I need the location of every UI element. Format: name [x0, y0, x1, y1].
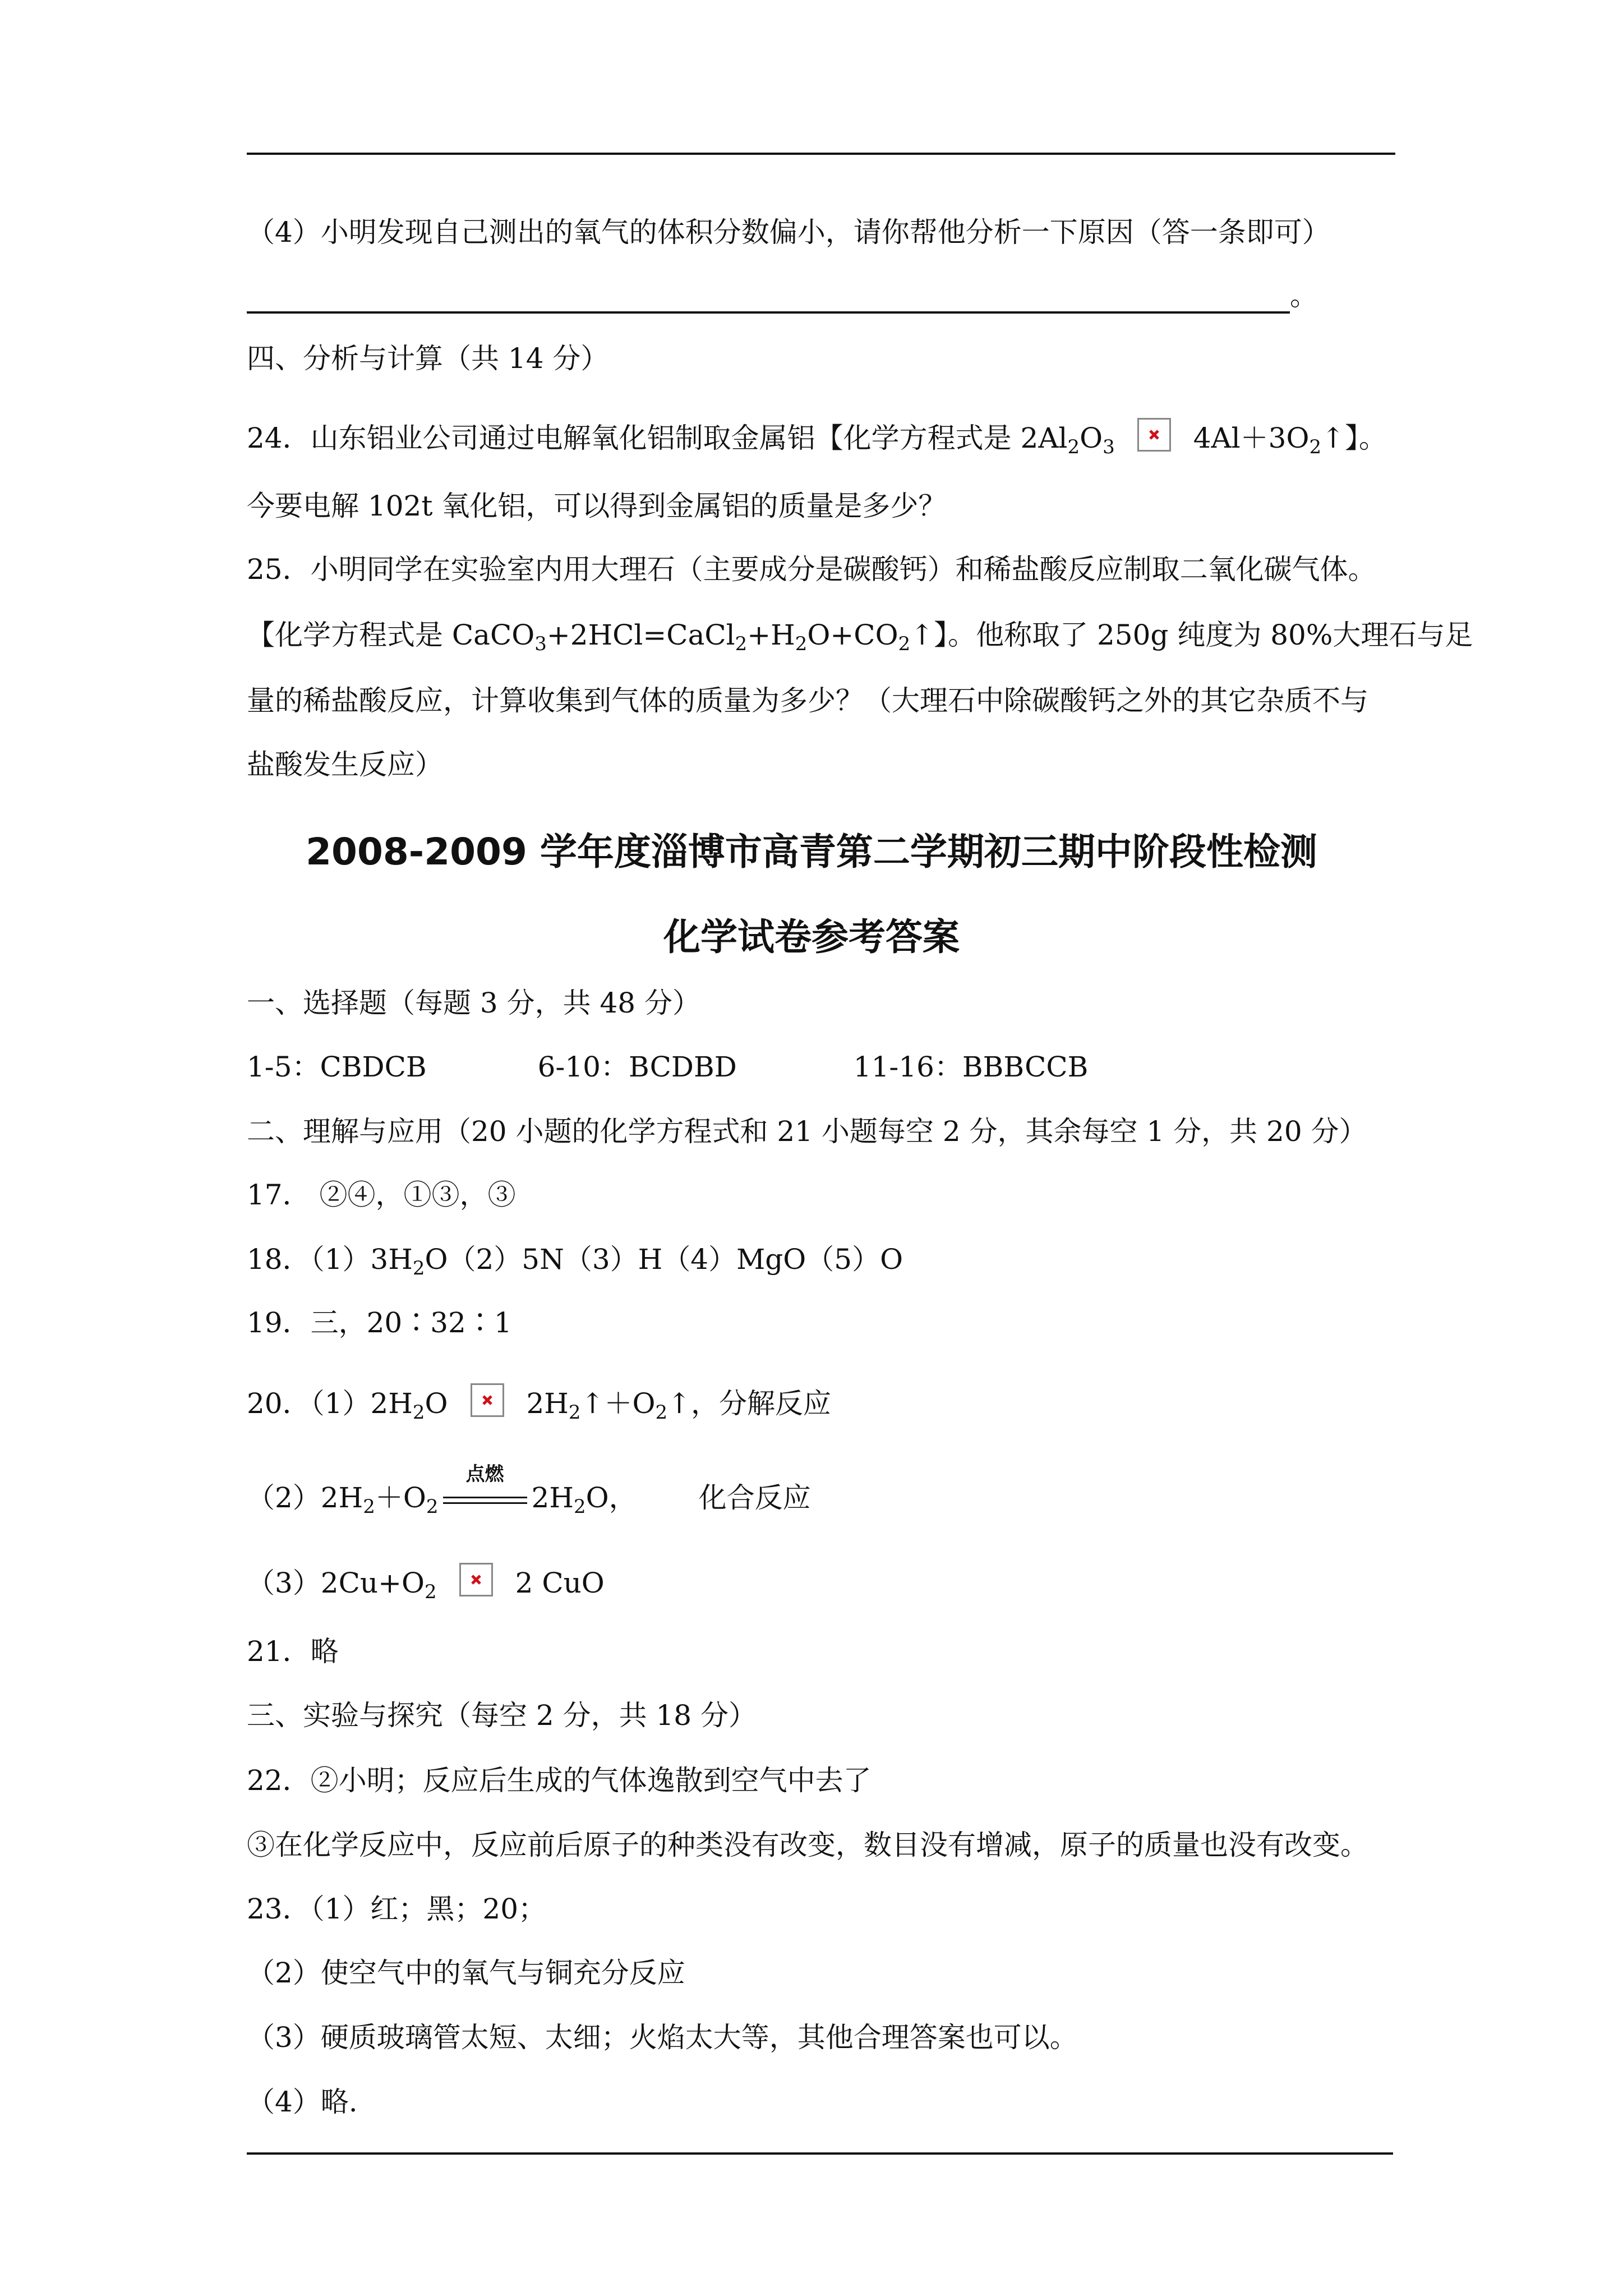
answer-23-2: （2）使空气中的氧气与铜充分反应: [247, 1957, 685, 1989]
question-25-line3: 量的稀盐酸反应，计算收集到气体的质量为多少？（大理石中除碳酸钙之外的其它杂质不与: [247, 684, 1368, 717]
answer-20-3: $(3)2Cu+O_2$ 2 CuO: [247, 1565, 605, 1602]
top-rule: [247, 153, 1395, 155]
answer-22-line2: ③在化学反应中，反应前后原子的种类没有改变，数目没有增减，原子的质量也没有改变。: [247, 1829, 1368, 1861]
answer-blank: [247, 288, 1290, 314]
question-25-line4: 盐酸发生反应）: [247, 748, 443, 781]
answer-18: 18．$(1)3H_2O(2)5N(3)H(4)MgO(5)O$: [247, 1243, 903, 1280]
answers-choice: 1-5：CBDCB 6-10：BCDBD 11-16：BBBCCB: [247, 1051, 1089, 1083]
answer-23-4: （4）略.: [247, 2086, 358, 2118]
question-24-line1: 24．山东铝业公司通过电解氧化铝制取金属铝【化学方程式是 $2Al_2O_3$ $4Al+3O_2↑$】。: [247, 420, 1387, 457]
answer-key-title: 2008-2009 学年度淄博市高青第二学期初三期中阶段性检测: [306, 830, 1317, 873]
answer-20-1: 20．$(1)2H_2O$ $2H_2↑+O_2↑$，分解反应: [247, 1386, 831, 1423]
question-25-line2: 【化学方程式是 $CaCO_3+2HCl=CaCl_2+H_2O+CO_2↑$】。他称取了 250g 纯度为 80%大理石与足: [247, 619, 1473, 655]
question-25-line1: 25．小明同学在实验室内用大理石（主要成分是碳酸钙）和稀盐酸反应制取二氧化碳气体。: [247, 553, 1376, 586]
answer-19: 19．三，20∶32∶1: [247, 1306, 512, 1339]
answer-23-3: （3）硬质玻璃管太短、太细；火焰太大等，其他合理答案也可以。: [247, 2021, 1078, 2054]
section-1-title: 一、选择题（每题 3 分，共 48 分）: [247, 987, 701, 1019]
answer-23-1: 23．（1）红；黑；20；: [247, 1893, 547, 1925]
section-2-title: 二、理解与应用（20 小题的化学方程式和 21 小题每空 2 分，其余每空 1 分，共 20 分）: [247, 1115, 1367, 1148]
broken-image-icon: [1137, 418, 1171, 452]
broken-image-icon: [459, 1563, 493, 1596]
question-24-line2: 今要电解 102t 氧化铝，可以得到金属铝的质量是多少？: [247, 490, 947, 522]
answer-17: 17． ②④，①③，③: [247, 1179, 516, 1211]
answer-20-2: $(2)2H_2+O_2$ 点燃 $2H_2O$， 化合反应: [247, 1463, 811, 1518]
answer-22-line1: 22．②小明；反应后生成的气体逸散到空气中去了: [247, 1764, 872, 1797]
broken-image-icon: [471, 1383, 504, 1417]
q23-part4: （4）小明发现自己测出的氧气的体积分数偏小，请你帮他分析一下原因（答一条即可）: [247, 216, 1330, 249]
answer-21: 21．略: [247, 1635, 339, 1668]
section-4-title: 四、分析与计算（共 14 分）: [247, 342, 609, 375]
reaction-condition: 点燃: [443, 1482, 527, 1518]
bottom-rule: [247, 2152, 1393, 2155]
answer-blank-line: 。: [247, 278, 1318, 314]
answer-key-subtitle: 化学试卷参考答案: [663, 915, 960, 959]
section-3-title: 三、实验与探究（每空 2 分，共 18 分）: [247, 1699, 757, 1732]
